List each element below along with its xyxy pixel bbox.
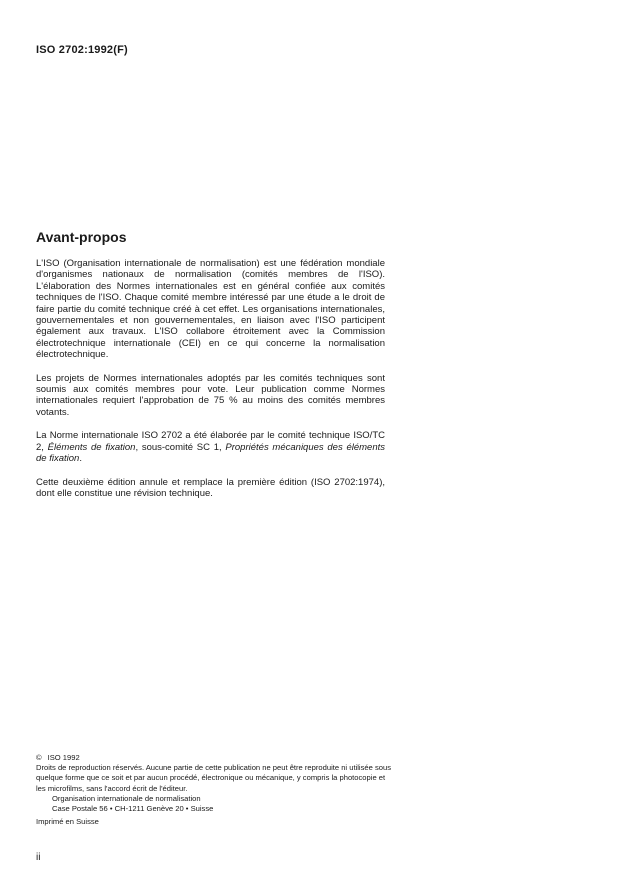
copyright-text: ISO 1992 [47, 753, 80, 762]
printed-in: Imprimé en Suisse [36, 817, 99, 827]
organization-name: Organisation internationale de normalisation [52, 793, 201, 803]
rights-notice: Droits de reproduction réservés. Aucune partie de cette publication ne peut être reproduite ni utilisée sous quelque forme que ce soit et par aucun procédé, électronique ou mécanique, y compris la photocopie et les microfilms, sans l'accord écrit de l'éditeur. [36, 763, 392, 793]
copyright-block [36, 753, 396, 827]
committee-title: Éléments de fixation [47, 441, 136, 453]
paragraph-3-text-a: La Norme internationale ISO 2702 a été élaborée par le comité technique ISO/TC 2, [36, 430, 385, 453]
document-number: ISO 2702:1992(F) [36, 44, 128, 56]
page-number: ii [36, 852, 41, 863]
organization-address: Case Postale 56 • CH-1211 Genève 20 • Suisse [52, 804, 214, 814]
foreword-paragraph-2: Les projets de Normes internationales adoptés par les comités techniques sont soumis aux comités membres pour vote. Leur publication comme Normes internationales requiert l'approbation de 75 % au moins des comités membres votants. [36, 372, 385, 418]
copyright-line [36, 753, 396, 763]
foreword-paragraph-3 [36, 430, 385, 464]
foreword-paragraph-1: L'ISO (Organisation internationale de normalisation) est une fédération mondiale d'organismes nationaux de normalisation (comités membres de l'ISO). L'élaboration des Normes internationales est en général confiée aux comités techniques de l'ISO. Chaque comité membre intéressé par une étude a le droit de faire partie du comité technique créé à cet effet. Les organisations internationales, gouvernementales et non gouvernementales, en liaison avec l'ISO participent également aux travaux. L'ISO collabore étroitement avec la Commission électrotechnique internationale (CEI) en ce qui concerne la normalisation électrotechnique. [36, 258, 385, 361]
copyright-symbol: © [36, 753, 42, 762]
subcommittee-title: Propriétés mécaniques des éléments de fixation [36, 441, 386, 465]
paragraph-3-text-e: . [79, 453, 82, 465]
section-title: Avant-propos [36, 229, 127, 245]
foreword-paragraph-4: Cette deuxième édition annule et remplace la première édition (ISO 2702:1974), dont elle constitue une révision technique. [36, 476, 385, 499]
foreword-body [36, 258, 385, 511]
paragraph-3-text-c: , sous-comité SC 1, [135, 441, 226, 453]
